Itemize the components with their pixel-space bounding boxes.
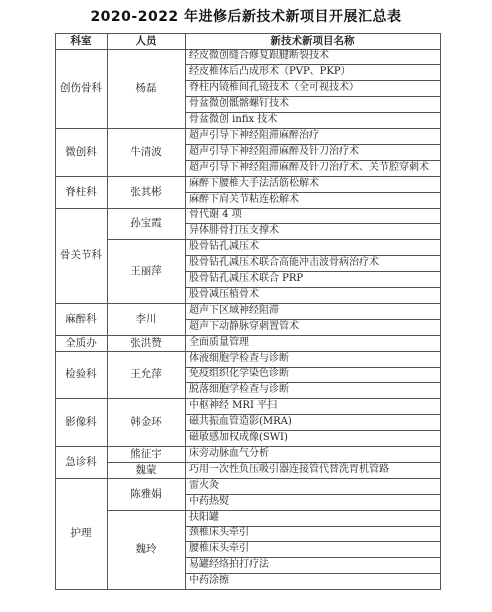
project-name: 股骨钻孔减压术联合 PRP	[189, 273, 304, 285]
project-name: 中枢神经 MRI 平扫	[189, 400, 278, 412]
person-name: 韩金环	[130, 416, 162, 429]
project-name: 全面质量管理	[189, 336, 249, 348]
dept-name: 影像科	[65, 416, 97, 429]
dept-name: 创伤骨科	[60, 82, 102, 95]
project-name: 中药热熨	[189, 495, 229, 507]
person-name: 张洪赞	[130, 336, 162, 349]
project-name: 骨盆微创 infix 技术	[189, 114, 278, 126]
project-name: 颈椎床头牵引	[189, 527, 249, 539]
project-name: 磁敏感加权成像(SWI)	[189, 432, 288, 444]
project-name: 雷火灸	[189, 479, 219, 491]
person-name: 熊征宇	[130, 447, 162, 460]
project-name: 体液细胞学检查与诊断	[189, 352, 289, 364]
table-gridline	[55, 33, 56, 590]
project-name: 中药涂擦	[189, 575, 229, 587]
person-name: 魏蒙	[135, 463, 157, 476]
table-gridline	[185, 589, 440, 590]
project-name: 麻醉下肩关节粘连松解术	[189, 193, 299, 205]
person-name: 张其彬	[130, 185, 162, 198]
dept-name: 检验科	[65, 368, 97, 381]
dept-name: 护理	[70, 527, 92, 540]
person-name: 牛清波	[130, 145, 162, 158]
table-gridline	[55, 33, 440, 34]
project-name: 经皮椎体后凸成形术（PVP、PKP）	[189, 66, 351, 78]
project-name: 脱落细胞学检查与诊断	[189, 384, 289, 396]
project-name: 免疫组织化学染色诊断	[189, 368, 289, 380]
project-name: 超声引导下神经阻滞麻醉治疗	[189, 129, 319, 141]
person-name: 杨磊	[135, 82, 157, 95]
header-person: 人员	[135, 34, 157, 47]
person-name: 李川	[135, 312, 157, 325]
project-name: 磁共振血管造影(MRA)	[189, 416, 292, 428]
project-name: 床旁动脉血气分析	[189, 447, 269, 459]
dept-name: 微创科	[65, 145, 97, 158]
project-name: 超声下区域神经阻滞	[189, 304, 279, 316]
header-dept: 科室	[70, 34, 92, 47]
table-gridline	[185, 33, 186, 590]
person-name: 王丽萍	[130, 265, 162, 278]
person-name: 王允萍	[130, 368, 162, 381]
project-name: 股骨减压植骨术	[189, 288, 259, 300]
table-gridline	[55, 589, 107, 590]
project-name: 经皮微创缝合修复跟腱断裂技术	[189, 50, 329, 62]
project-name: 超声引导下神经阻滞麻醉及针刀治疗术	[189, 145, 359, 157]
person-name: 魏玲	[135, 543, 157, 556]
table-gridline	[107, 33, 108, 590]
project-name: 扶阳罐	[189, 511, 219, 523]
project-name: 骨代谢 4 项	[189, 209, 242, 221]
project-name: 股骨钻孔减压术	[189, 241, 259, 253]
dept-name: 急诊科	[65, 455, 97, 468]
project-name: 超声下动静脉穿刺置管术	[189, 320, 299, 332]
project-name: 超声引导下神经阻滞麻醉及针刀治疗术、关节腔穿刺术	[189, 161, 429, 173]
dept-name: 全质办	[65, 336, 97, 349]
project-name: 麻醉下腰椎大手法活筋松解术	[189, 177, 319, 189]
project-name: 巧用一次性负压吸引器连接管代替洗胃机管路	[189, 463, 389, 475]
project-name: 易罐经络拍打疗法	[189, 559, 269, 571]
dept-name: 脊柱科	[65, 185, 97, 198]
dept-name: 骨关节科	[60, 249, 102, 262]
table-title: 2020-2022 年进修后新技术新项目开展汇总表	[90, 9, 402, 25]
project-name: 腰椎床头牵引	[189, 543, 249, 555]
table-gridline	[440, 33, 441, 590]
dept-name: 麻醉科	[65, 312, 97, 325]
project-name: 骨盆微创骶髂螺钉技术	[189, 98, 289, 110]
header-project: 新技术新项目名称	[270, 34, 355, 47]
project-name: 异体腓骨打压支撑术	[189, 225, 279, 237]
person-name: 孙宝霞	[130, 217, 162, 230]
project-name: 脊柱内镜椎间孔镜技术（全可视技术）	[189, 82, 359, 94]
table-gridline	[107, 589, 185, 590]
project-name: 股骨钻孔减压术联合高能冲击波骨病治疗术	[189, 257, 379, 269]
person-name: 陈雅娟	[130, 487, 162, 500]
